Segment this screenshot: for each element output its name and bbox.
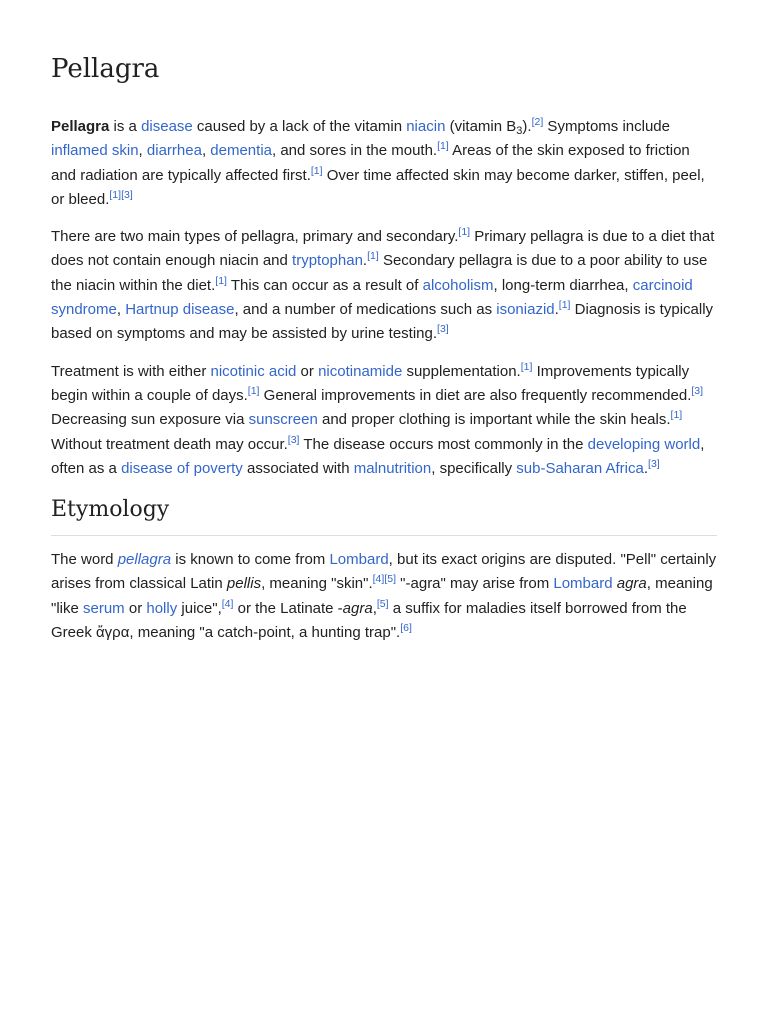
citation-3[interactable]: [3] xyxy=(287,433,300,446)
link-nicotinamide[interactable]: nicotinamide xyxy=(318,362,403,380)
link-niacin[interactable]: niacin xyxy=(406,118,446,135)
text: . xyxy=(362,252,368,270)
link-lombard[interactable]: Lombard xyxy=(553,575,613,593)
italic-term: pellis xyxy=(226,575,262,593)
link-inflamed-skin[interactable]: inflamed skin xyxy=(51,142,139,160)
text: Areas of the skin exposed to friction and radiation are typically affected first. xyxy=(51,142,690,184)
text: supplementation. xyxy=(402,362,521,380)
citation-1[interactable]: [1] xyxy=(310,164,323,177)
text: ). xyxy=(522,118,532,135)
link-holly[interactable]: holly xyxy=(146,599,178,617)
section-heading-etymology: Etymology xyxy=(51,495,717,536)
text: Symptoms include xyxy=(543,118,670,135)
citation-3[interactable]: [3] xyxy=(648,457,660,470)
link-developing-world[interactable]: developing world xyxy=(587,435,701,453)
text: a suffix for maladies itself borrowed from the Greek ἄγρα, meaning "a catch-point, a hunting trap". xyxy=(51,599,687,642)
text: Treatment is with either xyxy=(51,362,211,380)
citation-6[interactable]: [6] xyxy=(400,622,412,635)
citation-1[interactable]: [1] xyxy=(558,299,571,312)
text: , meaning "skin". xyxy=(261,575,373,593)
text: juice", xyxy=(177,599,222,617)
text: , xyxy=(116,301,126,319)
text: . xyxy=(554,301,559,319)
citation-3[interactable]: [3] xyxy=(691,384,704,397)
link-malnutrition[interactable]: malnutrition xyxy=(353,459,432,477)
link-sunscreen[interactable]: sunscreen xyxy=(248,411,318,429)
citation-4[interactable]: [4] xyxy=(221,597,234,610)
text: , and sores in the mouth. xyxy=(272,142,438,160)
text: Over time affected skin may become darker, stiffen, peel, or bleed. xyxy=(51,166,705,208)
text: (vitamin B xyxy=(445,118,517,135)
link-sub-saharan-africa[interactable]: sub-Saharan Africa xyxy=(516,459,644,477)
text: or xyxy=(296,362,319,380)
text: , specifically xyxy=(431,459,517,477)
citation-1[interactable]: [1] xyxy=(670,409,683,422)
text: , long-term diarrhea, xyxy=(493,276,633,294)
link-disease[interactable]: disease xyxy=(141,118,193,135)
text: Primary pellagra is due to a diet that does not contain enough niacin and xyxy=(51,228,715,270)
text: There are two main types of pellagra, primary and secondary. xyxy=(51,228,459,246)
text: Diagnosis is typically based on symptoms and may be assisted by urine testing. xyxy=(51,301,714,343)
bold-term: Pellagra xyxy=(51,118,110,135)
text: , xyxy=(201,142,211,160)
italic-term: agra xyxy=(342,599,373,617)
citation-2[interactable]: [2] xyxy=(531,116,544,128)
text: . xyxy=(643,459,649,477)
link-hartnup-disease[interactable]: Hartnup disease xyxy=(125,301,235,319)
link-lombard[interactable]: Lombard xyxy=(329,551,389,569)
citation-1[interactable]: [1] xyxy=(215,274,227,287)
italic-term: pellagra xyxy=(117,551,172,569)
citation-3[interactable]: [3] xyxy=(121,188,133,201)
citation-1[interactable]: [1] xyxy=(437,140,449,153)
text: caused by a lack of the vitamin xyxy=(192,118,407,135)
text: The word xyxy=(51,551,118,569)
text: Decreasing sun exposure via xyxy=(51,411,249,429)
link-tryptophan[interactable]: tryptophan xyxy=(292,252,363,270)
citation-1[interactable]: [1] xyxy=(520,360,533,373)
page-title: Pellagra xyxy=(51,54,160,84)
link-dementia[interactable]: dementia xyxy=(210,142,272,160)
text: Without treatment death may occur. xyxy=(51,435,288,453)
text: is known to come from xyxy=(171,551,330,569)
text: is a xyxy=(109,118,142,135)
link-pellagra[interactable] xyxy=(118,551,171,568)
text: Secondary pellagra is due to a poor ability to use the niacin within the diet. xyxy=(51,252,708,294)
text: associated with xyxy=(242,459,354,477)
citation-4[interactable]: [4] xyxy=(372,573,385,586)
citation-1[interactable]: [1] xyxy=(367,250,379,263)
link-carcinoid-syndrome[interactable]: carcinoid syndrome xyxy=(51,276,693,319)
text: and proper clothing is important while the skin heals. xyxy=(317,411,671,429)
link-alcoholism[interactable]: alcoholism xyxy=(422,276,494,294)
text: , xyxy=(372,599,377,617)
text: , but its exact origins are disputed. "Pell" certainly arises from classical Latin xyxy=(51,551,717,593)
subscript: 3 xyxy=(516,125,523,137)
text: or xyxy=(124,599,147,617)
etymology-paragraph xyxy=(51,548,717,645)
text: , and a number of medications such as xyxy=(234,301,497,319)
citation-3[interactable]: [3] xyxy=(437,323,449,336)
text: , xyxy=(138,142,147,160)
link-isoniazid[interactable]: isoniazid xyxy=(496,301,555,319)
intro-paragraph-2 xyxy=(51,225,717,346)
link-serum[interactable]: serum xyxy=(83,599,125,617)
text: General improvements in diet are also frequently recommended. xyxy=(259,386,692,404)
citation-5[interactable]: [5] xyxy=(384,573,397,586)
link-diarrhea[interactable]: diarrhea xyxy=(146,142,202,160)
citation-1[interactable]: [1] xyxy=(247,384,260,397)
link-disease-of-poverty[interactable]: disease of poverty xyxy=(121,459,243,477)
text: , meaning "like xyxy=(51,575,713,617)
citation-1[interactable]: [1] xyxy=(109,188,122,201)
text: The disease occurs most commonly in the xyxy=(299,435,588,453)
text: Improvements typically begin within a couple of days. xyxy=(51,362,690,404)
citation-1[interactable]: [1] xyxy=(458,226,471,239)
text: , often as a xyxy=(51,435,705,477)
link-nicotinic-acid[interactable]: nicotinic acid xyxy=(210,362,297,380)
text: This can occur as a result of xyxy=(226,276,423,294)
citation-5[interactable]: [5] xyxy=(376,597,389,610)
intro-paragraph-1 xyxy=(51,115,717,212)
italic-term: agra xyxy=(616,575,647,593)
intro-paragraph-3 xyxy=(51,360,717,481)
text: "-agra" may arise from xyxy=(396,575,554,593)
text: or the Latinate - xyxy=(233,599,343,617)
